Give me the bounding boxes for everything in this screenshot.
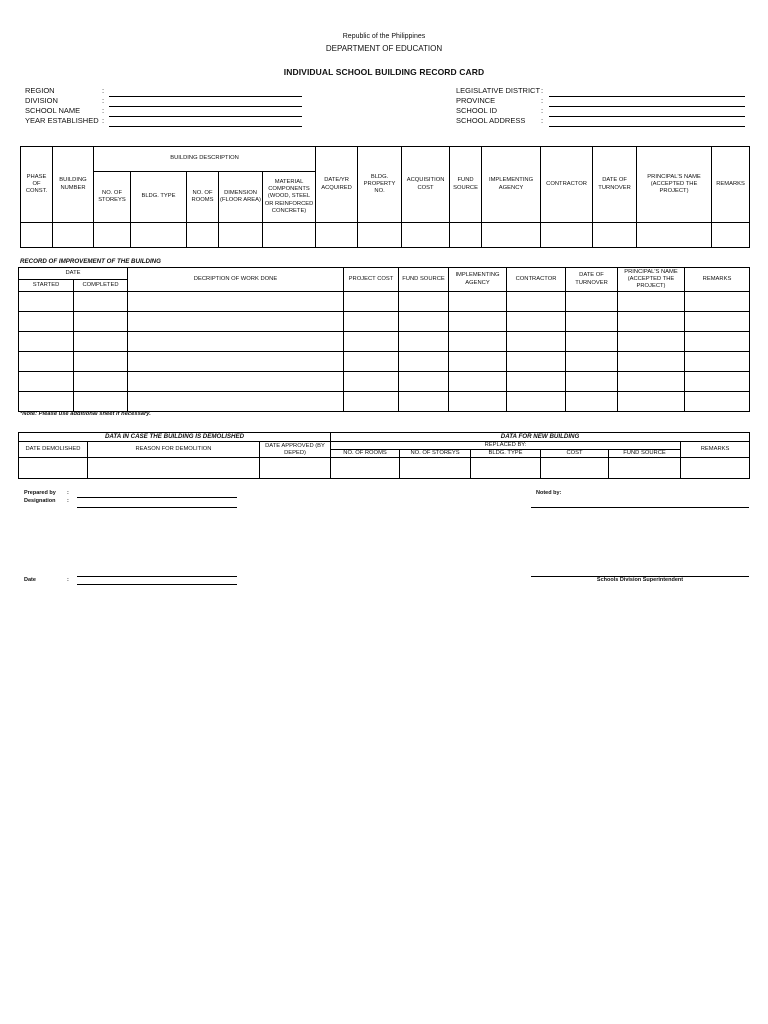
table-cell[interactable] [449,372,507,392]
table-cell[interactable] [507,372,566,392]
table-cell[interactable] [74,292,128,312]
reason-header: REASON FOR DEMOLITION [88,442,260,458]
table-cell[interactable] [94,223,131,248]
building-number-header: BUILDING NUMBER [53,147,94,223]
table-cell[interactable] [344,372,399,392]
note-text: *Note: Please use additional sheet if necessary. [20,411,151,417]
cost-header: COST [541,450,609,458]
table-cell[interactable] [219,223,263,248]
school-name-colon: : [102,106,105,115]
table-cell[interactable] [19,352,74,372]
region-colon: : [102,86,105,95]
table-cell[interactable] [507,392,566,412]
table-cell[interactable] [316,223,358,248]
division-colon: : [102,96,105,105]
prepared-by-label: Prepared by [24,490,56,496]
table-cell[interactable] [128,312,344,332]
contractor-header: CONTRACTOR [507,268,566,292]
table-cell[interactable] [128,392,344,412]
region-field[interactable] [109,96,302,97]
legislative-district-field[interactable] [549,96,745,97]
table-cell[interactable] [263,223,316,248]
table-cell[interactable] [74,312,128,332]
table-row [19,332,750,352]
fund-source-header: FUND SOURCE [609,450,681,458]
table-cell[interactable] [566,332,618,352]
table-cell[interactable] [344,312,399,332]
form-title: INDIVIDUAL SCHOOL BUILDING RECORD CARD [283,67,485,77]
remarks-header: REMARKS [681,442,750,458]
table-cell[interactable] [449,332,507,352]
table-cell[interactable] [399,312,449,332]
table-row [21,223,750,248]
republic-label: Republic of the Philippines [342,33,426,40]
table-cell[interactable] [449,352,507,372]
school-id-label: SCHOOL ID [456,106,497,115]
table-cell[interactable] [685,332,750,352]
material-header: MATERIAL COMPONENTS (WOOD, STEEL OR REINFORCED CONCRETE) [263,172,316,223]
table-row [19,312,750,332]
date-field[interactable] [77,584,237,585]
table-cell[interactable] [74,392,128,412]
school-address-label: SCHOOL ADDRESS [456,116,526,125]
no-rooms-header: NO. OF ROOMS [331,450,400,458]
table-row [19,392,750,412]
table-cell[interactable] [402,223,450,248]
remarks-header: REMARKS [712,147,750,223]
principal-header: PRINCIPAL'S NAME (ACCEPTED THE PROJECT) [618,268,685,292]
completed-header: COMPLETED [74,280,128,292]
table-cell[interactable] [609,458,681,479]
table-cell[interactable] [618,352,685,372]
date-acquired-header: DATE/YR ACQUIRED [316,147,358,223]
table-cell[interactable] [681,458,750,479]
date-header: DATE [19,268,128,280]
phase-header: PHASE OF CONST. [21,147,53,223]
table-cell[interactable] [593,223,637,248]
table-cell[interactable] [53,223,94,248]
table-cell[interactable] [566,292,618,312]
replaced-by-header: REPLACED BY: [331,442,681,450]
year-established-field[interactable] [109,126,302,127]
no-storeys-header: NO. OF STOREYS [400,450,471,458]
table-cell[interactable] [618,332,685,352]
school-name-field[interactable] [109,116,302,117]
date-label: Date [24,577,36,583]
property-no-header: BLDG. PROPERTY NO. [358,147,402,223]
no-storeys-header: NO. OF STOREYS [94,172,131,223]
new-building-title: DATA FOR NEW BUILDING [331,433,750,442]
table-cell[interactable] [482,223,541,248]
division-label: DIVISION [25,96,58,105]
building-description-header: BUILDING DESCRIPTION [94,147,316,172]
date-field-top[interactable] [77,576,237,577]
dimension-header: DIMENSION (FLOOR AREA) [219,172,263,223]
table-cell[interactable] [19,458,88,479]
school-id-colon: : [541,106,544,115]
school-name-label: SCHOOL NAME [25,106,81,115]
date-turnover-header: DATE OF TURNOVER [566,268,618,292]
table-cell[interactable] [400,458,471,479]
project-cost-header: PROJECT COST [344,268,399,292]
table-cell[interactable] [618,372,685,392]
building-record-table [20,146,750,248]
table-cell[interactable] [449,312,507,332]
designation-colon: : [67,498,69,504]
table-cell[interactable] [685,292,750,312]
table-cell[interactable] [19,332,74,352]
fund-source-header: FUND SOURCE [399,268,449,292]
table-cell[interactable] [187,223,219,248]
table-cell[interactable] [19,372,74,392]
implementing-agency-header: IMPLEMENTING AGENCY [482,147,541,223]
table-cell[interactable] [618,292,685,312]
remarks-header: REMARKS [685,268,750,292]
table-cell[interactable] [399,332,449,352]
department-label: DEPARTMENT OF EDUCATION [325,44,443,53]
demolition-table [18,432,750,479]
table-cell[interactable] [541,458,609,479]
table-cell[interactable] [566,312,618,332]
table-cell[interactable] [19,292,74,312]
year-established-colon: : [102,116,105,125]
table-cell[interactable] [344,292,399,312]
contractor-header: CONTRACTOR [541,147,593,223]
table-cell[interactable] [19,392,74,412]
legislative-district-label: LEGISLATIVE DISTRICT [456,86,541,95]
table-cell[interactable] [507,292,566,312]
improvement-title: RECORD OF IMPROVEMENT OF THE BUILDING [20,258,161,265]
date-colon: : [67,577,69,583]
table-cell[interactable] [21,223,53,248]
table-cell[interactable] [399,352,449,372]
table-row [19,458,750,479]
prepared-by-field[interactable] [77,497,237,498]
table-cell[interactable] [449,392,507,412]
date-approved-header: DATE APPROVED (BY DEPED) [260,442,331,458]
province-label: PROVINCE [456,96,496,105]
table-cell[interactable] [449,292,507,312]
table-cell[interactable] [566,352,618,372]
table-cell[interactable] [541,223,593,248]
table-cell[interactable] [507,352,566,372]
table-cell[interactable] [128,292,344,312]
table-cell[interactable] [566,372,618,392]
table-cell[interactable] [450,223,482,248]
table-cell[interactable] [331,458,400,479]
table-cell[interactable] [471,458,541,479]
prepared-by-colon: : [67,490,69,496]
table-cell[interactable] [685,312,750,332]
improvement-table [18,267,750,412]
school-address-colon: : [541,116,544,125]
table-row [19,352,750,372]
table-cell[interactable] [19,312,74,332]
table-cell[interactable] [128,372,344,392]
table-row [19,372,750,392]
table-cell[interactable] [618,312,685,332]
table-cell[interactable] [618,392,685,412]
noted-by-field[interactable] [531,507,749,508]
date-demolished-header: DATE DEMOLISHED [19,442,88,458]
school-address-field[interactable] [549,126,745,127]
table-cell[interactable] [399,292,449,312]
region-label: REGION [25,86,55,95]
table-cell[interactable] [566,392,618,412]
fund-source-header: FUND SOURCE [450,147,482,223]
province-field[interactable] [549,106,745,107]
table-cell[interactable] [344,392,399,412]
table-cell[interactable] [399,372,449,392]
demolished-title: DATA IN CASE THE BUILDING IS DEMOLISHED [19,433,331,442]
school-id-field[interactable] [549,116,745,117]
table-row [19,292,750,312]
table-cell[interactable] [344,332,399,352]
table-cell[interactable] [88,458,260,479]
designation-field[interactable] [77,507,237,508]
table-cell[interactable] [507,312,566,332]
division-field[interactable] [109,106,302,107]
table-cell[interactable] [128,352,344,372]
province-colon: : [541,96,544,105]
designation-label: Designation [24,498,56,504]
principal-header: PRINCIPAL'S NAME (ACCEPTED THE PROJECT) [637,147,712,223]
bldg-type-header: BLDG. TYPE [471,450,541,458]
bldg-type-header: BLDG. TYPE [131,172,187,223]
table-cell[interactable] [74,372,128,392]
table-cell[interactable] [399,392,449,412]
year-established-label: YEAR ESTABLISHED [25,116,99,125]
description-header: DECRIPTION OF WORK DONE [128,268,344,292]
table-cell[interactable] [74,332,128,352]
table-cell[interactable] [260,458,331,479]
sds-label: Schools Division Superintendent [596,577,684,583]
no-rooms-header: NO. OF ROOMS [187,172,219,223]
acquisition-cost-header: ACQUISITION COST [402,147,450,223]
table-cell[interactable] [685,392,750,412]
table-cell[interactable] [128,332,344,352]
table-cell[interactable] [344,352,399,372]
started-header: STARTED [19,280,74,292]
date-turnover-header: DATE OF TURNOVER [593,147,637,223]
table-cell[interactable] [131,223,187,248]
legislative-district-colon: : [541,86,544,95]
implementing-agency-header: IMPLEMENTING AGENCY [449,268,507,292]
noted-by-label: Noted by: [536,490,562,496]
table-cell[interactable] [74,352,128,372]
table-cell[interactable] [507,332,566,352]
table-cell[interactable] [685,352,750,372]
table-cell[interactable] [685,372,750,392]
table-cell[interactable] [637,223,712,248]
table-cell[interactable] [712,223,750,248]
table-cell[interactable] [358,223,402,248]
